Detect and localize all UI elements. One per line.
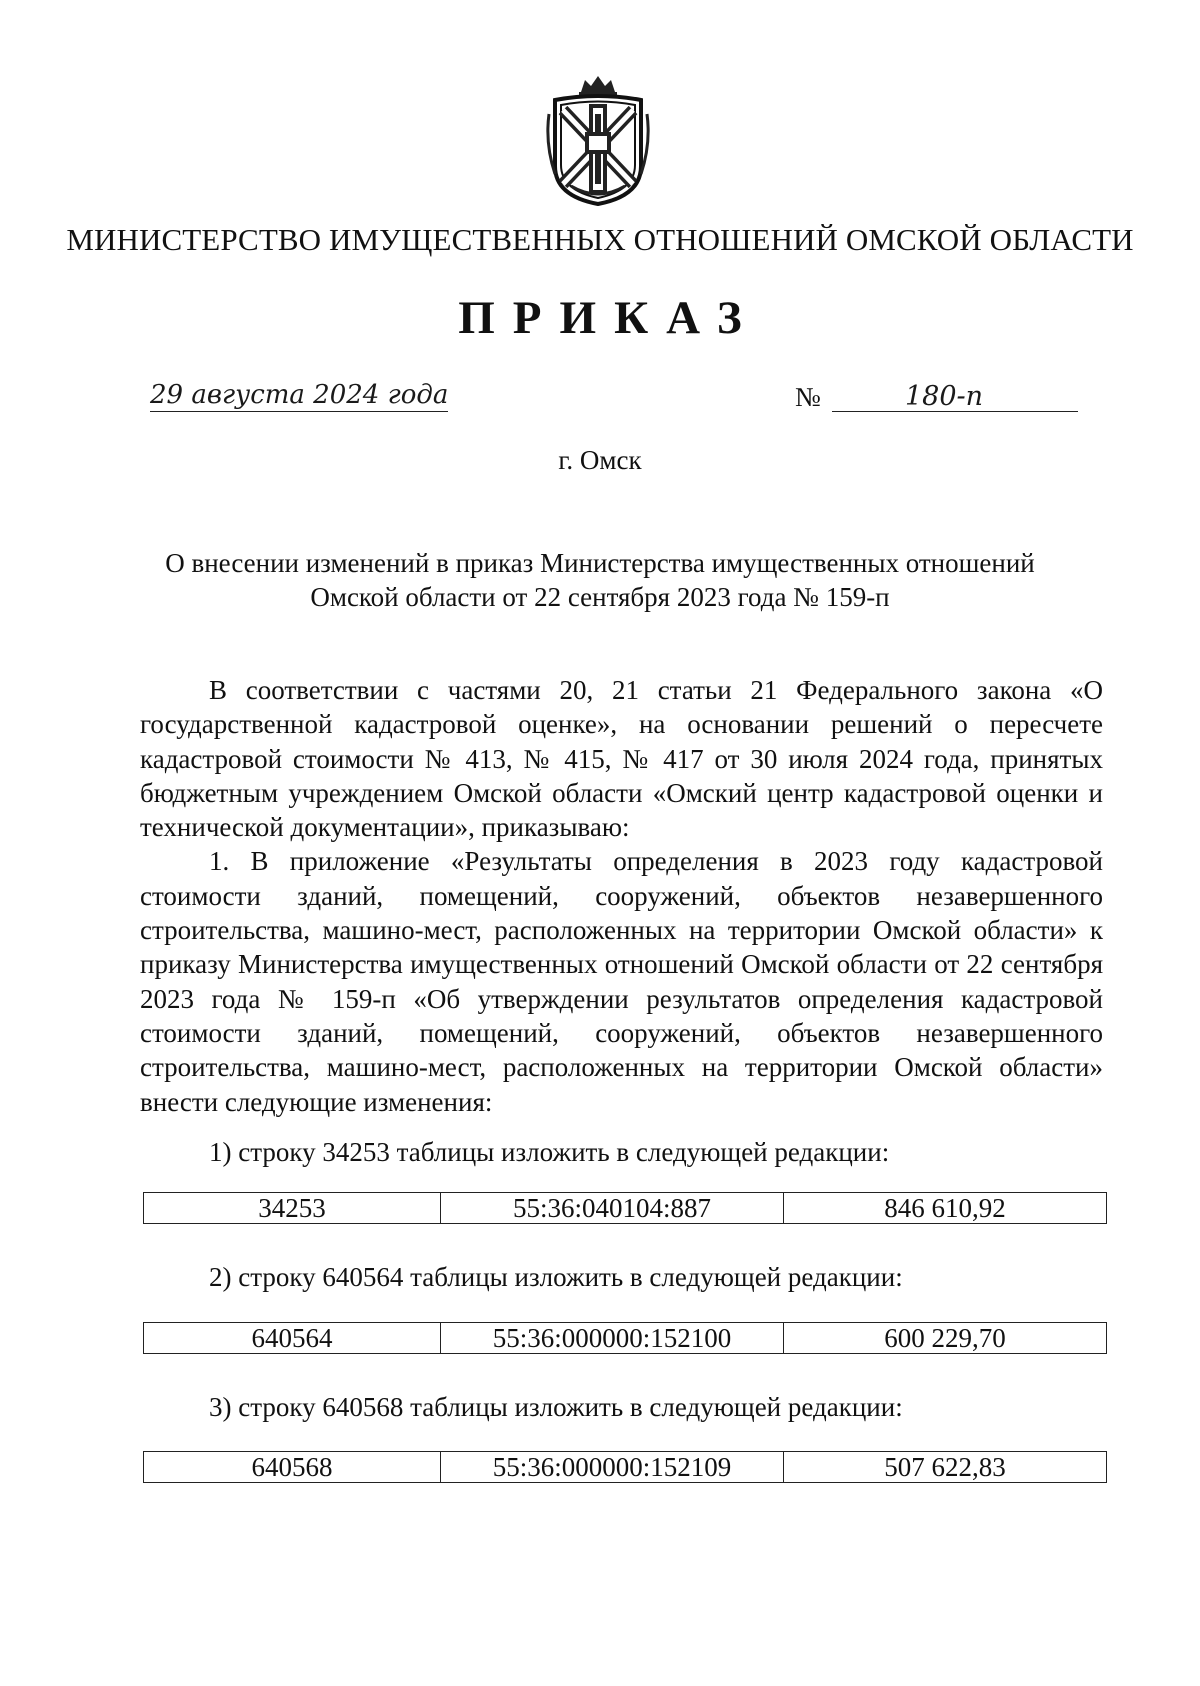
table-row bbox=[144, 1193, 1107, 1224]
handwritten-order-number: 180-п bbox=[905, 381, 984, 412]
amendment-2-table bbox=[143, 1322, 1107, 1354]
amendment-1-table bbox=[143, 1192, 1107, 1224]
handwritten-date: 29 августа 2024 года bbox=[150, 380, 449, 410]
amendment-3-table bbox=[143, 1451, 1107, 1483]
cadastral-number-cell: 55:36:040104:887 bbox=[441, 1193, 784, 1224]
cadastral-value-cell: 846 610,92 bbox=[784, 1193, 1107, 1224]
amendment-3-label: 3) строку 640568 таблицы изложить в следующей редакции: bbox=[209, 1392, 903, 1422]
row-number-cell: 640568 bbox=[144, 1452, 441, 1483]
amendment-2-label: 2) строку 640564 таблицы изложить в следующей редакции: bbox=[209, 1262, 903, 1292]
preamble-paragraph: В соответствии с частями 20, 21 статьи 21 Федерального закона «О государственной кадастровой оценке», на основании решений о пересчете кадастровой стоимости № 413, № 415, № 417 от 30 июля 2024 года, принятых бюджетным учреждением Омской области «Омский центр кадастровой оценки и технической документации», приказываю: bbox=[140, 675, 1103, 843]
row-number-cell: 34253 bbox=[144, 1193, 441, 1224]
row-number-cell: 640564 bbox=[144, 1323, 441, 1354]
order-number-line bbox=[795, 380, 1078, 414]
table-row bbox=[144, 1452, 1107, 1483]
cadastral-number-cell: 55:36:000000:152100 bbox=[441, 1323, 784, 1354]
coat-of-arms-emblem bbox=[541, 74, 655, 206]
table-row bbox=[144, 1323, 1107, 1354]
number-sign: № bbox=[795, 382, 821, 412]
clause-1-paragraph: 1. В приложение «Результаты определения в 2023 году кадастровой стоимости зданий, помещений, сооружений, объектов незавершенного строительства, машино-мест, расположенных на территории Омской области» к приказу Министерства имущественных отношений Омской области от 22 сентября 2023 года № 159-п «Об утверждении результатов определения кадастровой стоимости зданий, помещений, сооружений, объектов незавершенного строительства, машино-мест, расположенных на территории Омской области» внести следующие изменения: bbox=[140, 846, 1103, 1117]
amendment-1-label: 1) строку 34253 таблицы изложить в следующей редакции: bbox=[209, 1137, 890, 1167]
ministry-name: МИНИСТЕРСТВО ИМУЩЕСТВЕННЫХ ОТНОШЕНИЙ ОМСКОЙ ОБЛАСТИ bbox=[66, 222, 1134, 257]
cadastral-number-cell: 55:36:000000:152109 bbox=[441, 1452, 784, 1483]
cadastral-value-cell: 507 622,83 bbox=[784, 1452, 1107, 1483]
order-subject: О внесении изменений в приказ Министерства имущественных отношений Омской области от 22 сентября 2023 года № 159-п bbox=[165, 548, 1035, 612]
order-body bbox=[140, 673, 1103, 1119]
cadastral-value-cell: 600 229,70 bbox=[784, 1323, 1107, 1354]
city-label: г. Омск bbox=[558, 445, 642, 475]
document-type-title: ПРИКАЗ bbox=[458, 292, 760, 344]
